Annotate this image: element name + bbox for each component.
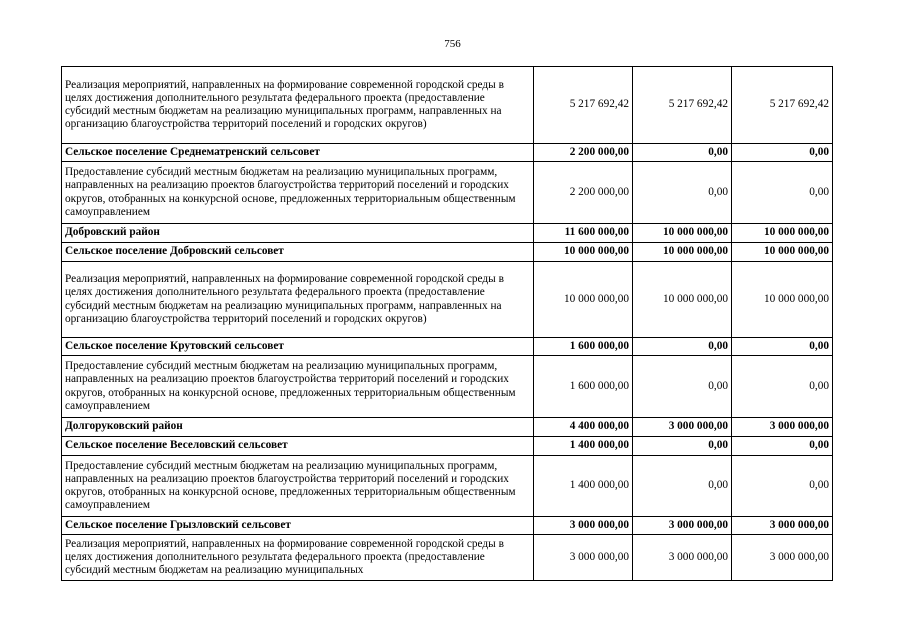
table-row-subtotal [62, 517, 833, 535]
row-value-1: 2 200 000,00 [534, 162, 633, 224]
row-value-1: 11 600 000,00 [534, 224, 633, 243]
row-value-1: 10 000 000,00 [534, 262, 633, 338]
table-row-subtotal [62, 418, 833, 437]
row-value-2: 0,00 [633, 162, 732, 224]
row-label: Реализация мероприятий, направленных на формирование современной городской среды в целях достижения дополнительного результата федерального проекта (предоставление субсидий местным бюджетам на реализацию муниципальных программ, направленных на организацию благоустройства территорий поселений и городских округов) [62, 67, 534, 144]
table-row-subtotal [62, 338, 833, 356]
row-value-2: 0,00 [633, 456, 732, 517]
row-label: Сельское поселение Грызловский сельсовет [62, 517, 534, 535]
row-value-2: 10 000 000,00 [633, 262, 732, 338]
row-label: Сельское поселение Веселовский сельсовет [62, 437, 534, 456]
row-value-2: 3 000 000,00 [633, 418, 732, 437]
table-row-subtotal [62, 144, 833, 162]
row-value-3: 0,00 [732, 456, 833, 517]
row-value-2: 0,00 [633, 338, 732, 356]
table-row-item [62, 356, 833, 418]
row-value-3: 0,00 [732, 144, 833, 162]
row-label: Реализация мероприятий, направленных на формирование современной городской среды в целях достижения дополнительного результата федерального проекта (предоставление субсидий местным бюджетам на реализацию муниципальных программ, направленных на организацию благоустройства территорий поселений и городских округов) [62, 262, 534, 338]
row-value-1: 1 400 000,00 [534, 456, 633, 517]
row-value-2: 0,00 [633, 356, 732, 418]
row-value-3: 0,00 [732, 437, 833, 456]
row-value-1: 3 000 000,00 [534, 535, 633, 581]
row-value-3: 10 000 000,00 [732, 224, 833, 243]
table-row-item [62, 162, 833, 224]
table-row-subtotal [62, 243, 833, 262]
row-label: Предоставление субсидий местным бюджетам на реализацию муниципальных программ, направленных на реализацию проектов благоустройства территорий поселений и городских округов, отобранных на конкурсной основе, предложенных территориальным общественным самоуправлением [62, 356, 534, 418]
row-label: Сельское поселение Крутовский сельсовет [62, 338, 534, 356]
row-label: Сельское поселение Добровский сельсовет [62, 243, 534, 262]
row-label: Реализация мероприятий, направленных на формирование современной городской среды в целях достижения дополнительного результата федерального проекта (предоставление субсидий местным бюджетам на реализацию муниципальных [62, 535, 534, 581]
row-value-2: 10 000 000,00 [633, 243, 732, 262]
row-label: Долгоруковский район [62, 418, 534, 437]
row-value-1: 5 217 692,42 [534, 67, 633, 144]
row-label: Сельское поселение Среднематренский сельсовет [62, 144, 534, 162]
row-value-3: 3 000 000,00 [732, 418, 833, 437]
table-row-item [62, 456, 833, 517]
budget-table [61, 66, 833, 581]
row-value-1: 1 400 000,00 [534, 437, 633, 456]
row-value-3: 0,00 [732, 356, 833, 418]
row-value-3: 10 000 000,00 [732, 243, 833, 262]
row-value-1: 10 000 000,00 [534, 243, 633, 262]
row-value-1: 4 400 000,00 [534, 418, 633, 437]
table-row-item [62, 262, 833, 338]
page-number: 756 [444, 38, 461, 50]
row-label: Добровский район [62, 224, 534, 243]
row-value-3: 0,00 [732, 162, 833, 224]
row-value-2: 0,00 [633, 144, 732, 162]
row-value-3: 3 000 000,00 [732, 517, 833, 535]
table-row-item [62, 535, 833, 581]
row-value-3: 3 000 000,00 [732, 535, 833, 581]
table-row-item [62, 67, 833, 144]
row-value-1: 1 600 000,00 [534, 338, 633, 356]
table-row-subtotal [62, 224, 833, 243]
row-value-3: 10 000 000,00 [732, 262, 833, 338]
row-label: Предоставление субсидий местным бюджетам на реализацию муниципальных программ, направленных на реализацию проектов благоустройства территорий поселений и городских округов, отобранных на конкурсной основе, предложенных территориальным общественным самоуправлением [62, 162, 534, 224]
row-label: Предоставление субсидий местным бюджетам на реализацию муниципальных программ, направленных на реализацию проектов благоустройства территорий поселений и городских округов, отобранных на конкурсной основе, предложенных территориальным общественным самоуправлением [62, 456, 534, 517]
row-value-2: 10 000 000,00 [633, 224, 732, 243]
row-value-2: 0,00 [633, 437, 732, 456]
row-value-1: 2 200 000,00 [534, 144, 633, 162]
table-body [62, 67, 833, 581]
row-value-3: 0,00 [732, 338, 833, 356]
row-value-1: 1 600 000,00 [534, 356, 633, 418]
row-value-1: 3 000 000,00 [534, 517, 633, 535]
row-value-2: 5 217 692,42 [633, 67, 732, 144]
row-value-2: 3 000 000,00 [633, 517, 732, 535]
row-value-2: 3 000 000,00 [633, 535, 732, 581]
row-value-3: 5 217 692,42 [732, 67, 833, 144]
table-row-subtotal [62, 437, 833, 456]
